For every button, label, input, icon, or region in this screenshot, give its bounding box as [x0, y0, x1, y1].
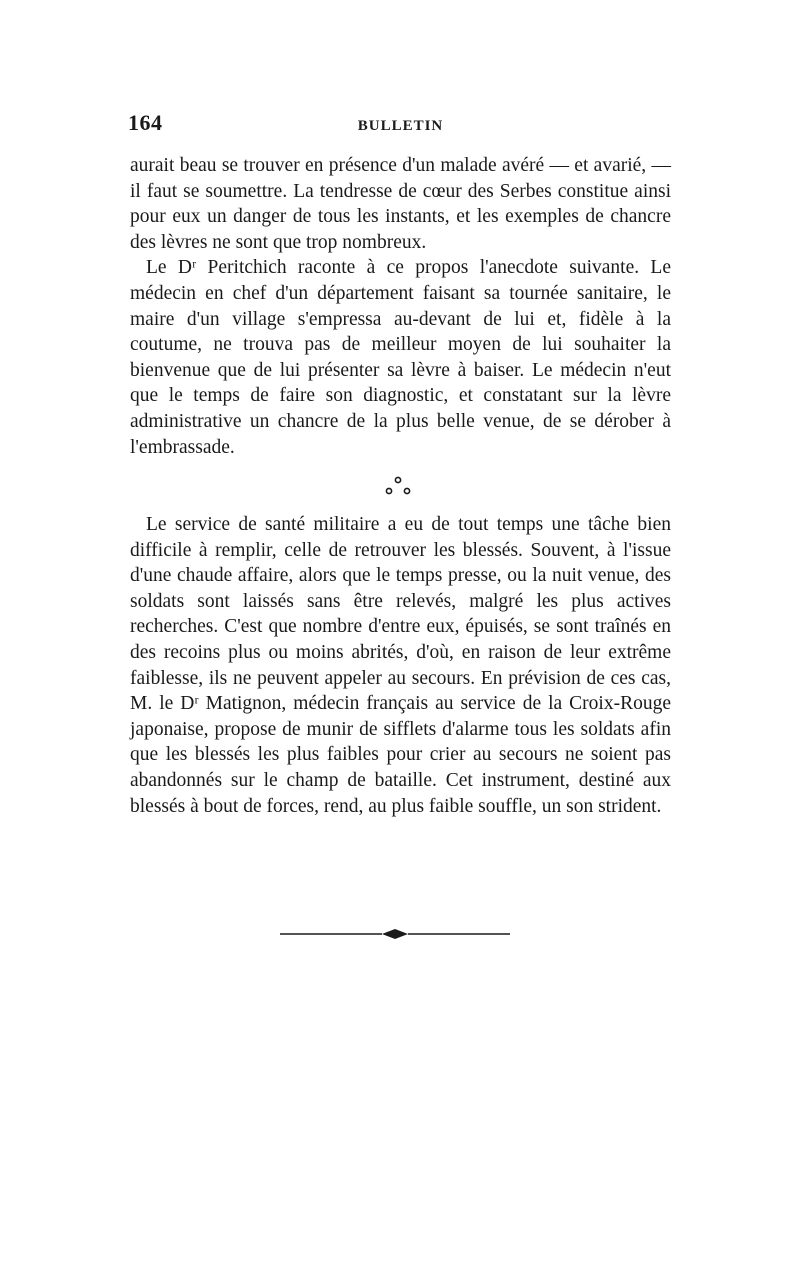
end-ornament-rule [280, 926, 510, 942]
text-block-lower [130, 512, 671, 819]
page-number: 164 [128, 110, 163, 135]
page-header [128, 110, 673, 144]
paragraph-continuation: aurait beau se trouver en présence d'un malade avéré — et avarié, — il faut se soumettre. La tendresse de cœur des Serbes constitue ainsi pour eux un danger de tous les instants, et les exemples de chancre des lèvres ne sont que trop nombreux. [130, 155, 671, 253]
paragraph-service-sante: Le service de santé militaire a eu de tout temps une tâche bien difficile à remplir, celle de retrouver les blessés. Souvent, à l'issue d'une chaude affaire, alors que le temps presse, ou la nuit venue, des soldats sont laissés sans être relevés, malgré les plus actives recherches. C'est que nombre d'entre eux, épuisés, se sont traînés en des recoins plus ou moins abrités, d'où, en raison de leur extrême faiblesse, ils ne peuvent appeler au secours. En prévision de ces cas, M. le Dʳ Matignon, médecin français au service de la Croix-Rouge japonaise, propose de munir de sifflets d'alarme tous les soldats afin que les blessés les plus faibles pour crier au secours ne soient pas abandonnés sur le champ de bataille. Cet instrument, destiné aux blessés à bout de forces, rend, au plus faible souffle, un son strident. [130, 514, 671, 817]
paragraph-anecdote: Le Dʳ Peritchich raconte à ce propos l'anecdote suivante. Le médecin en chef d'un département faisant sa tournée sanitaire, le maire d'un village s'empressa au-devant de lui et, fidèle à la coutume, ne trouva pas de meilleur moyen de lui souhaiter la bienvenue que de lui présenter sa lèvre à baiser. Le médecin n'eut que le temps de faire son diagnostic, et constatant sur la lèvre administrative un chancre de la plus belle venue, de se dérober à l'embrassade. [130, 257, 671, 458]
running-head: BULLETIN [357, 118, 444, 134]
text-block-upper [130, 153, 671, 460]
section-asterism [380, 474, 416, 500]
